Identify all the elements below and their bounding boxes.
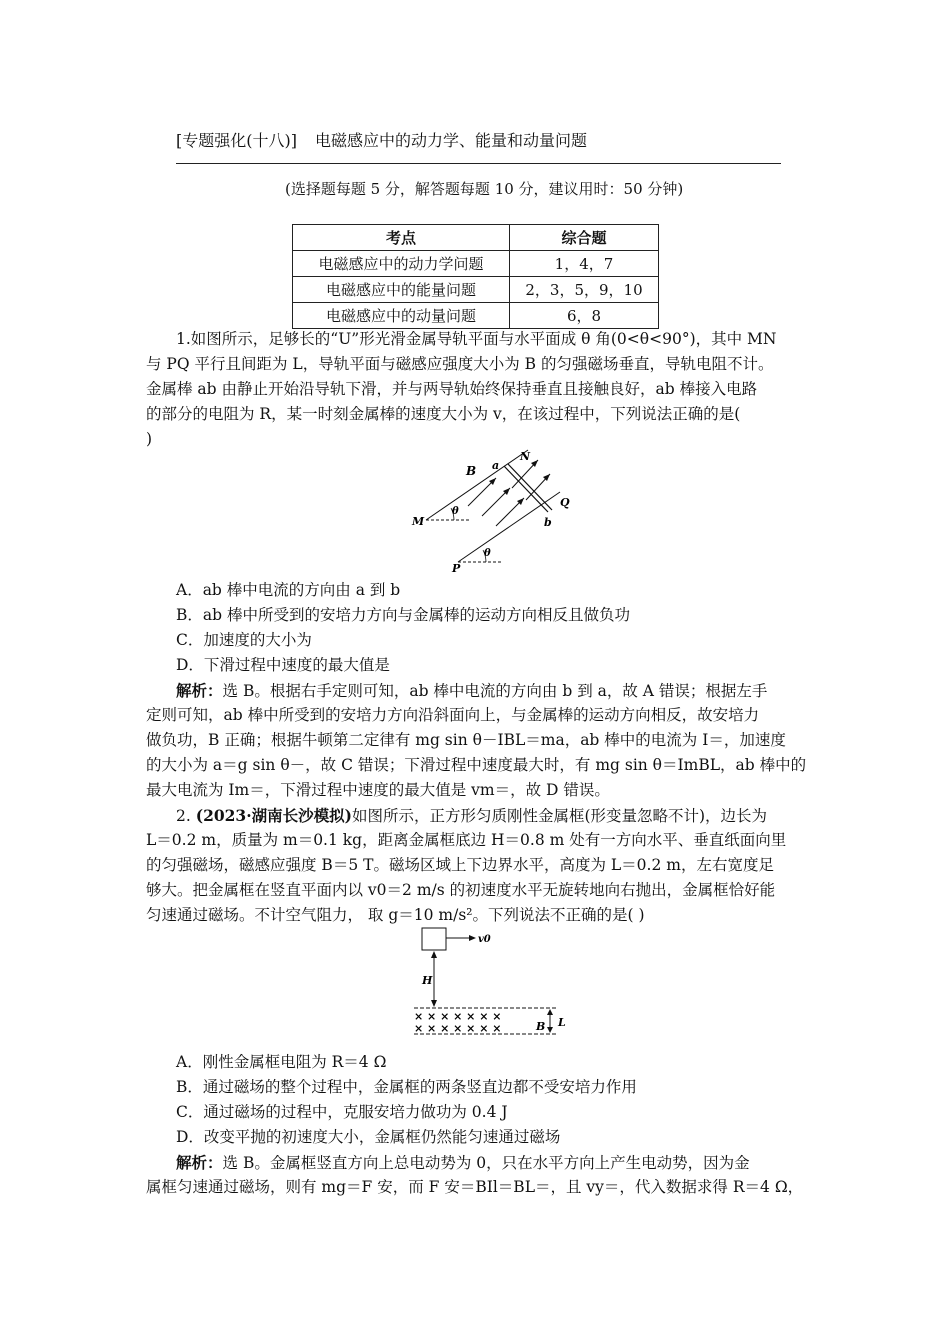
topic-table	[292, 224, 659, 329]
q2-analysis-line	[176, 1150, 750, 1176]
q1-analysis-line	[176, 678, 767, 704]
metal-frame	[422, 928, 446, 950]
table-row	[293, 277, 659, 303]
q2-source: (2023·湖南长沙模拟)	[195, 806, 352, 825]
q2-line: L＝0.2 m，质量为 m＝0.1 kg，距离金属框底边 H＝0.8 m 处有一方向水平、垂直纸面向里	[146, 831, 787, 849]
height-arrow-head	[431, 1000, 437, 1007]
frame-diagram	[410, 924, 582, 1040]
q2-line: 的匀强磁场，磁感应强度 B＝5 T。磁场区域上下边界水平，高度为 L＝0.2 m，左右宽度足	[146, 856, 774, 874]
table-cell: 电磁感应中的动量问题	[293, 303, 510, 329]
q2-analysis-line: 属框匀速通过磁场，则有 mg＝F 安，而 F 安＝BIl＝BL＝，且 vy＝，代入数据求得 R＝4 Ω，	[146, 1178, 804, 1196]
label-b-field: B	[466, 464, 477, 478]
table-header-cell: 考点	[293, 225, 510, 251]
label-n: N	[520, 450, 531, 463]
q1-line: 1.如图所示，足够长的“U”形光滑金属导轨平面与水平面成 θ 角(0<θ<90°)，其中 MN	[176, 330, 777, 348]
height-arrow-head	[431, 951, 437, 958]
label-a: a	[492, 459, 500, 472]
q2-number: 2.	[176, 807, 191, 825]
table-cell: 2，3，5，9，10	[510, 277, 659, 303]
q2-analysis-text: 选 B。金属框竖直方向上总电动势为 0，只在水平方向上产生电动势，因为金	[222, 1154, 750, 1172]
table-header-cell: 综合题	[510, 225, 659, 251]
q1-analysis-line: 最大电流为 Im＝，下滑过程中速度的最大值是 vm＝，故 D 错误。	[146, 781, 610, 799]
q2-option-d: D．改变平抛的初速度大小，金属框仍然能匀速通过磁场	[176, 1128, 561, 1146]
table-header-row	[293, 225, 659, 251]
q1-option-c: C．加速度的大小为	[176, 631, 312, 649]
q1-line: )	[146, 430, 153, 448]
table-row	[293, 303, 659, 329]
label-l: L	[558, 1016, 566, 1029]
q1-analysis-line: 的大小为 a＝g sin θ－，故 C 错误；下滑过程中速度最大时，有 mg sin θ＝ImBL，ab 棒中的	[146, 756, 807, 774]
q1-analysis-line: 做负功，B 正确；根据牛顿第二定律有 mg sin θ－IBL＝ma，ab 棒中的电流为 I＝，加速度	[146, 731, 786, 749]
q1-line: 的部分的电阻为 R，某一时刻金属棒的速度大小为 v，在该过程中，下列说法正确的是(	[146, 405, 741, 423]
q2-option-a: A．刚性金属框电阻为 R＝4 Ω	[176, 1053, 387, 1071]
table-cell: 1，4，7	[510, 251, 659, 277]
q2-line	[176, 803, 767, 829]
q1-option-d: D．下滑过程中速度的最大值是	[176, 656, 390, 674]
q1-option-b: B．ab 棒中所受到的安培力方向与金属棒的运动方向相反且做负功	[176, 606, 630, 624]
page-title	[176, 128, 587, 151]
scoring-note: (选择题每题 5 分，解答题每题 10 分，建议用时：50 分钟)	[285, 180, 684, 198]
title-divider	[176, 163, 781, 164]
q2-analysis-label: 解析：	[176, 1153, 223, 1172]
q2-option-b: B．通过磁场的整个过程中，金属框的两条竖直边都不受安培力作用	[176, 1078, 637, 1096]
table-row	[293, 251, 659, 277]
field-cross-row: × × × × × × ×	[414, 1022, 502, 1035]
label-p: P	[452, 562, 461, 575]
q1-analysis-text: 选 B。根据右手定则可知，ab 棒中电流的方向由 b 到 a，故 A 错误；根据左手	[222, 682, 768, 700]
q1-line: 与 PQ 平行且间距为 L，导轨平面与磁感应强度大小为 B 的匀强磁场垂直，导轨电阻不计。	[146, 355, 774, 373]
table-cell: 电磁感应中的能量问题	[293, 277, 510, 303]
q2-line: 匀速通过磁场。不计空气阻力， 取 g＝10 m/s²。下列说法不正确的是( )	[146, 906, 645, 924]
q1-analysis-line: 定则可知，ab 棒中所受到的安培力方向沿斜面向上，与金属棒的运动方向相反，故安培力	[146, 706, 760, 724]
label-v0: v0	[478, 934, 491, 945]
label-theta-2: θ	[484, 548, 491, 559]
q1-option-a: A．ab 棒中电流的方向由 a 到 b	[176, 581, 401, 599]
q2-text: 如图所示，正方形匀质刚性金属框(形变量忽略不计)，边长为	[351, 807, 768, 825]
table-cell: 电磁感应中的动力学问题	[293, 251, 510, 277]
label-b-field: B	[536, 1020, 546, 1033]
bar-ab-edge	[508, 464, 552, 510]
title-text: 电磁感应中的动力学、能量和动量问题	[314, 131, 587, 150]
field-cross-row: × × × × × × ×	[414, 1010, 502, 1023]
velocity-arrow-head	[469, 935, 476, 941]
field-height-arrow-head	[547, 1027, 553, 1033]
title-tag: [专题强化(十八)]	[176, 131, 297, 150]
q2-line: 够大。把金属框在竖直平面内以 v0＝2 m/s 的初速度水平无旋转地向右抛出，金属框恰好能	[146, 881, 776, 899]
table-cell: 6，8	[510, 303, 659, 329]
label-h: H	[422, 974, 433, 987]
q1-analysis-label: 解析：	[176, 681, 223, 700]
label-b-end: b	[544, 516, 552, 529]
field-height-arrow-head	[547, 1009, 553, 1015]
label-theta-1: θ	[452, 506, 459, 517]
label-q: Q	[560, 496, 570, 509]
q1-line: 金属棒 ab 由静止开始沿导轨下滑，并与两导轨始终保持垂直且接触良好，ab 棒接入电路	[146, 380, 758, 398]
q2-option-c: C．通过磁场的过程中，克服安培力做功为 0.4 J	[176, 1103, 508, 1121]
rail-diagram	[408, 448, 583, 576]
label-m: M	[412, 515, 425, 528]
